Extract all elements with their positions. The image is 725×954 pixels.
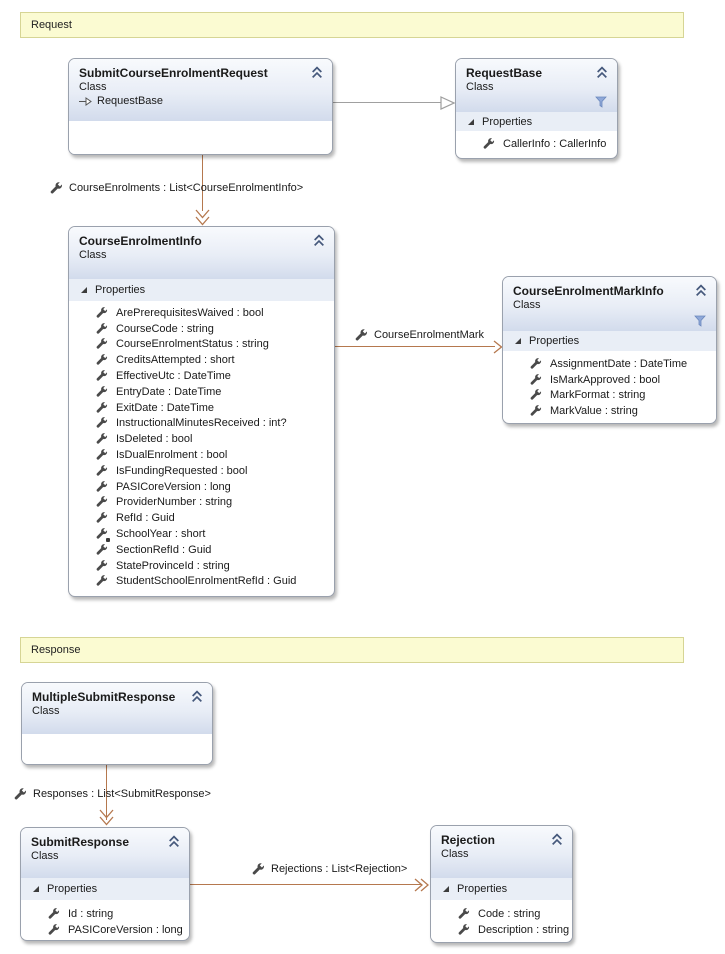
property-row[interactable] [69,447,334,463]
property-list [503,351,716,419]
class-box-submit-course-enrolment-request[interactable] [68,58,333,155]
association-label-text: CourseEnrolmentMark [374,329,485,341]
compartment-label: Properties [529,335,580,347]
wrench-icon [96,417,108,429]
collapse-chevron-icon[interactable] [694,284,708,297]
property-label: IsDualEnrolment : bool [116,449,228,462]
wrench-icon [96,386,108,398]
wrench-icon [96,575,108,587]
property-label: CallerInfo : CallerInfo [503,137,607,150]
property-label: PASICoreVersion : long [116,480,231,493]
wrench-icon [96,354,108,366]
property-label: ProviderNumber : string [116,496,233,509]
wrench-icon [252,863,264,875]
collapse-chevron-icon[interactable] [550,833,564,846]
property-label: MarkFormat : string [550,389,646,402]
class-title: CourseEnrolmentInfo [79,234,202,248]
response-section-banner [20,637,684,663]
wrench-icon [96,370,108,382]
wrench-icon [96,544,108,556]
responses-arrowhead-icon [99,809,114,826]
property-label: EntryDate : DateTime [116,385,222,398]
property-label: CreditsAttempted : short [116,354,235,367]
expander-triangle-icon[interactable] [81,287,87,293]
property-row[interactable] [69,400,334,416]
property-row[interactable] [21,906,189,922]
class-title: Rejection [441,833,496,847]
collapse-chevron-icon[interactable] [167,835,181,848]
property-row[interactable] [69,321,334,337]
property-row[interactable] [69,368,334,384]
properties-compartment-header[interactable] [21,878,189,900]
association-label-text: Responses : List<SubmitResponse> [33,788,211,800]
wrench-icon [48,924,60,936]
inherits-arrow-icon [79,97,92,106]
property-label: SectionRefId : Guid [116,543,212,556]
class-box-course-enrolment-info[interactable] [68,226,335,597]
class-stereotype: Class [31,850,59,862]
filter-funnel-icon[interactable] [694,315,706,327]
collapse-chevron-icon[interactable] [310,66,324,79]
wrench-icon [96,323,108,335]
class-stereotype: Class [513,299,541,311]
class-stereotype: Class [441,848,469,860]
expander-triangle-icon[interactable] [33,886,39,892]
wrench-icon [96,433,108,445]
property-label: AssignmentDate : DateTime [550,357,688,370]
property-row[interactable] [69,305,334,321]
property-label: CourseEnrolmentStatus : string [116,338,269,351]
class-stereotype: Class [79,249,107,261]
property-row[interactable] [69,431,334,447]
class-stereotype: Class [79,81,107,93]
property-list [431,900,572,938]
class-box-course-enrolment-mark-info[interactable] [502,276,717,424]
wrench-icon [96,496,108,508]
wrench-icon [355,329,367,341]
rejections-association-label[interactable] [252,863,407,875]
property-label: Code : string [478,907,541,920]
property-row[interactable] [69,495,334,511]
property-label: Description : string [478,923,570,936]
expander-triangle-icon[interactable] [468,119,474,125]
request-section-banner [20,12,684,38]
wrench-icon [96,338,108,350]
wrench-overlay-marker [106,538,110,542]
property-label: EffectiveUtc : DateTime [116,370,231,383]
class-box-submit-response[interactable] [20,827,190,941]
property-row[interactable] [69,526,334,542]
class-title: MultipleSubmitResponse [32,690,176,704]
responses-association-label[interactable] [14,788,211,800]
wrench-icon [48,908,60,920]
property-label: StudentSchoolEnrolmentRefId : Guid [116,575,297,588]
wrench-icon [530,374,542,386]
wrench-icon [458,924,470,936]
class-box-request-base[interactable] [455,58,618,159]
property-row[interactable] [21,922,189,938]
properties-compartment-header[interactable] [431,878,572,900]
request-section-label: Request [31,19,72,31]
collapse-chevron-icon[interactable] [595,66,609,79]
association-label-text: CourseEnrolments : List<CourseEnrolmentInfo> [69,182,304,194]
wrench-icon [96,402,108,414]
property-label: RefId : Guid [116,512,175,525]
property-label: ExitDate : DateTime [116,401,215,414]
property-row[interactable] [69,558,334,574]
wrench-icon [96,528,108,540]
class-title: CourseEnrolmentMarkInfo [513,284,664,298]
compartment-label: Properties [482,115,533,128]
property-row[interactable] [431,922,572,938]
wrench-icon [96,481,108,493]
property-label: StateProvinceId : string [116,559,230,572]
expander-triangle-icon[interactable] [443,886,449,892]
rejections-arrowhead-icon [414,878,430,892]
property-label: SchoolYear : short [116,528,206,541]
properties-compartment-header[interactable] [503,331,716,351]
base-class-name: RequestBase [97,95,164,107]
property-row[interactable] [69,510,334,526]
property-list [21,900,189,938]
wrench-icon [96,560,108,572]
wrench-icon [14,788,26,800]
property-label: IsDeleted : bool [116,433,193,446]
class-title: SubmitResponse [31,835,130,849]
compartment-label: Properties [95,284,146,296]
property-row[interactable] [69,574,334,590]
wrench-icon [96,449,108,461]
property-row[interactable] [503,388,716,404]
property-row[interactable] [69,384,334,400]
compartment-label: Properties [457,883,508,895]
property-row[interactable] [503,356,716,372]
wrench-icon [483,138,495,150]
property-row[interactable] [69,352,334,368]
property-label: InstructionalMinutesReceived : int? [116,417,287,430]
wrench-icon [458,908,470,920]
property-row[interactable] [69,542,334,558]
wrench-icon [96,307,108,319]
property-row[interactable] [69,416,334,432]
class-title: SubmitCourseEnrolmentRequest [79,66,268,80]
wrench-icon [50,182,62,194]
property-label: IsMarkApproved : bool [550,373,661,386]
response-section-label: Response [31,644,81,656]
wrench-icon [530,389,542,401]
property-row[interactable] [69,463,334,479]
property-row[interactable] [431,906,572,922]
filter-funnel-icon[interactable] [595,96,607,108]
association-label-text: Rejections : List<Rejection> [271,863,408,875]
wrench-icon [96,512,108,524]
wrench-icon [530,358,542,370]
course-enrolments-arrowhead-icon [195,209,210,226]
property-row[interactable] [503,403,716,419]
wrench-icon [530,405,542,417]
property-list [69,301,334,589]
property-row[interactable] [69,479,334,495]
class-title: RequestBase [466,66,543,80]
expander-triangle-icon[interactable] [515,338,521,344]
property-label: MarkValue : string [550,405,638,418]
property-label: ArePrerequisitesWaived : bool [116,306,264,319]
class-stereotype: Class [466,81,494,93]
course-enrolment-mark-association-line[interactable] [335,346,495,347]
property-row[interactable] [69,337,334,353]
collapse-chevron-icon[interactable] [312,234,326,247]
wrench-icon [96,465,108,477]
class-box-rejection[interactable] [430,825,573,943]
inheritance-line[interactable] [333,102,441,103]
properties-compartment-header[interactable] [69,279,334,301]
class-box-multiple-submit-response[interactable] [21,682,213,765]
properties-compartment-header[interactable] [456,112,617,131]
class-stereotype: Class [32,705,60,717]
property-label: IsFundingRequested : bool [116,464,248,477]
property-row[interactable] [456,136,617,152]
collapse-chevron-icon[interactable] [190,690,204,703]
property-label: Id : string [68,907,114,920]
course-enrolments-association-label[interactable] [50,182,303,194]
property-label: CourseCode : string [116,322,214,335]
property-row[interactable] [503,372,716,388]
inheritance-arrowhead-icon [440,96,455,110]
course-enrolment-mark-association-label[interactable] [355,329,484,341]
rejections-association-line[interactable] [190,884,422,885]
property-label: PASICoreVersion : long [68,923,183,936]
compartment-label: Properties [47,883,98,895]
